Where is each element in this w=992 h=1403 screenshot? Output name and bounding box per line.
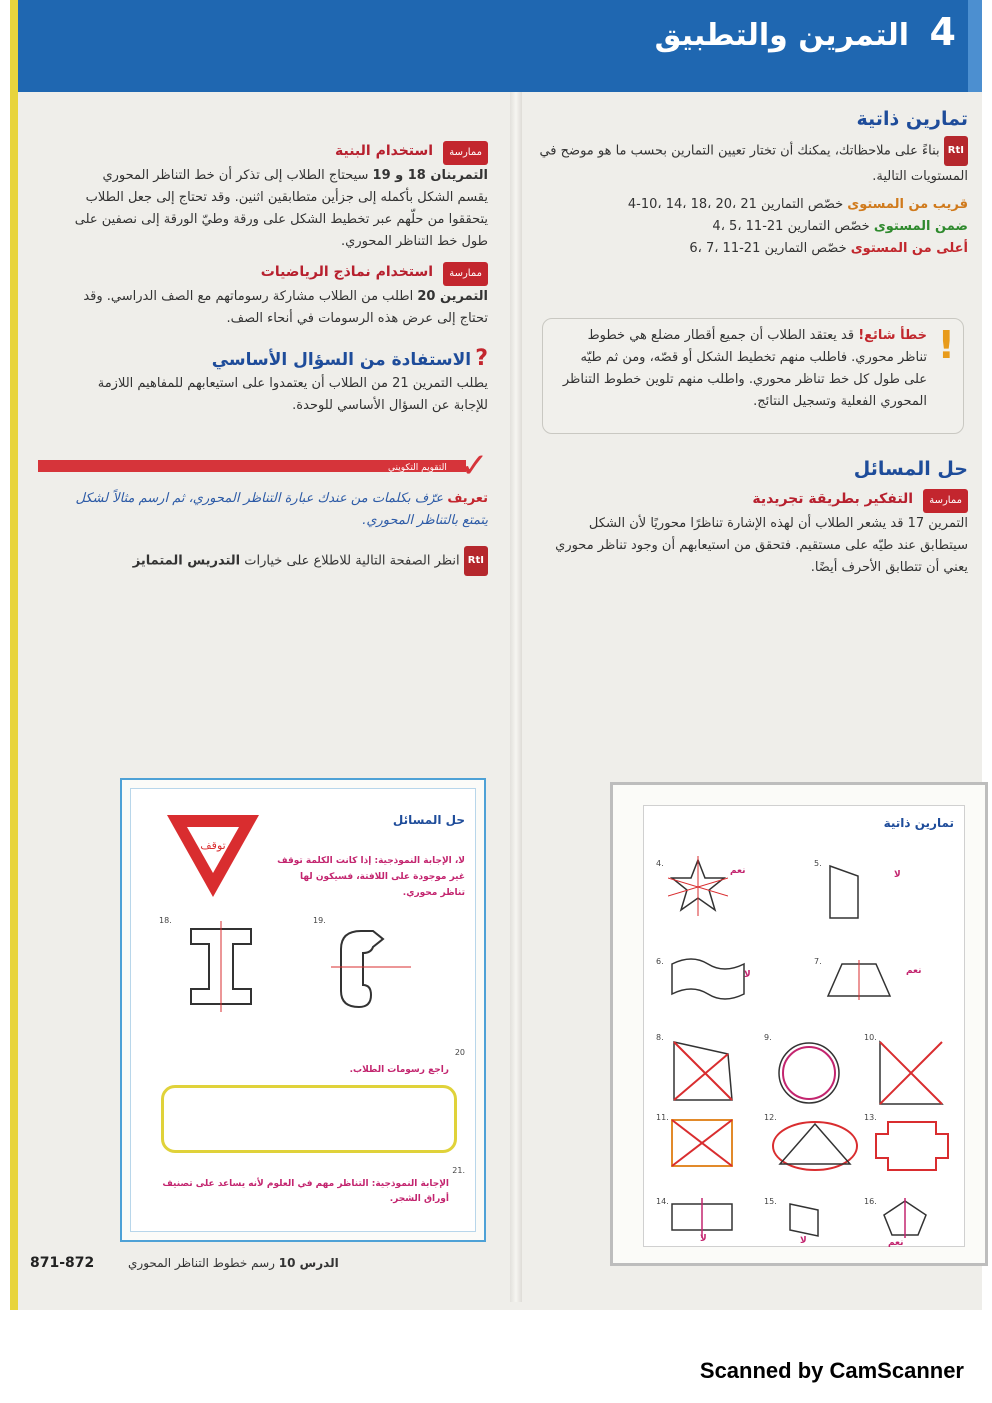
letter-i-figure [181,919,261,1014]
letter-c-figure [331,919,411,1014]
rti-badge: RtI [944,136,968,166]
worksheet-inner [130,788,476,1232]
cross-shape-figure [872,1118,952,1174]
rectangle-crossed-figure [668,1116,738,1172]
item-answer: نعم [906,966,922,976]
differentiated-label: التدريس المتمايز [132,553,241,569]
item-number: 6. [656,957,664,966]
problem-solving-text: التمرين 17 قد يشعر الطلاب أن لهذه الإشارة تناظرًا محوريًا لأن الشكل سيتطابق عند طيّه على مستقيم. فتحقق من استيعابهم أن وجود تناظر محوري يعني أن تتطابق الأحرف أيضًا. [555,516,968,575]
parallelogram-figure [784,1200,824,1240]
models-exercise: التمرين 20 [417,289,488,304]
practice-tag: ممارسة [923,489,968,513]
question-icon: ? [475,346,488,371]
exclamation-icon: ! [937,323,955,367]
footer-pages [30,1255,94,1271]
item-number: 13. [864,1113,877,1122]
common-error-box [542,318,964,434]
ellipse-triangle-figure [770,1118,860,1174]
problem-solving-heading: حل المسائل [853,458,968,480]
rectangle-figure [668,1198,738,1238]
pentagon-figure [880,1198,930,1238]
item-answer: لا [800,1236,807,1246]
section-title-text: التمرين والتطبيق [654,18,910,53]
practice-tag: ممارسة [443,262,488,286]
q21-number: 21. [452,1166,465,1175]
level-item [538,216,968,238]
define-text: عرّف بكلمات من عندك عبارة التناظر المحوري، ثم ارسم مثالاً لشكل يتمتع بالتناظر المحوري. [75,491,488,528]
common-error-content [557,325,927,413]
level-label: أعلى من المستوى [850,241,968,256]
worksheet-heading: تمارين ذاتية [883,816,954,830]
octagon-figure [774,1038,844,1108]
abstract-thinking-heading: التفكير بطريقة تجريدية [752,491,914,507]
scanner-watermark: Scanned by CamScanner [699,1358,964,1383]
item-number: 11. [656,1113,669,1122]
page-numbers: 871-872 [30,1255,95,1271]
quadrilateral-figure [824,862,864,922]
item-number: 15. [764,1197,777,1206]
lesson-title: رسم خطوط التناظر المحوري [128,1256,275,1270]
item-number: 5. [814,859,822,868]
formative-section [68,488,488,576]
level-item [538,238,968,260]
item-number: 16. [864,1197,877,1206]
models-heading: استخدام نماذج الرياضيات [260,264,434,280]
formative-label: التقويم التكويني [388,463,447,473]
q21-answer: الإجابة النموذجية: التناظر مهم في العلوم لأنه يساعد على تصنيف أوراق الشجر. [162,1179,449,1204]
q19-number: 19. [313,916,326,925]
q20-number: 20 [454,1048,465,1057]
header-notch [968,0,982,92]
worksheet-problem-solving [120,778,486,1242]
see-next-text: انظر الصفحة التالية للاطلاع على خيارات [244,553,460,569]
practice-tag: ممارسة [443,141,488,165]
footer-lesson [128,1256,339,1270]
crossed-shape-figure [668,1036,738,1106]
self-exercises-intro: بناءً على ملاحظاتك، يمكنك أن تختار تعيين التمارين بحسب ما هو موضح في المستويات التالية. [539,143,968,184]
rti-badge: RtI [464,546,488,576]
item-number: 10. [864,1033,877,1042]
item-answer: نعم [730,866,746,876]
problem-solving-section [538,458,968,579]
level-label: ضمن المستوى [873,219,968,234]
level-text: خصّص التمارين 21-11 ،7 ،6 [689,241,847,256]
item-number: 14. [656,1197,669,1206]
structure-text: سيحتاج الطلاب إلى تذكر أن خط التناظر المحوري يقسم الشكل بأكمله إلى جزأين متطابقين اثنين. وقد تحتاج إلى جعل الطلاب يتحققوا من حلّهم عبر تخطيط الشكل على ورقة وطيّ الورقة إلى نصفين على طول خط التناظر المحوري. [74,168,488,249]
q17-answer: لا، الإجابة النموذجية: إذا كانت الكلمة توقف غير موجودة على اللافتة، فسيكون لها تناظر محوري. [277,856,465,898]
item-answer: لا [744,970,751,980]
trapezoid-figure [824,960,894,1000]
item-answer: نعم [888,1238,904,1248]
structure-exercises: التمرينان 18 و 19 [372,168,488,183]
define-label: تعريف [447,491,488,506]
q18-number: 18. [159,916,172,925]
lesson-number: الدرس 10 [278,1256,339,1270]
section-title [655,10,956,54]
star-figure [668,856,728,916]
item-answer: لا [894,870,901,880]
item-number: 7. [814,957,822,966]
worksheet-self-exercises [610,782,988,1266]
self-exercises-heading: تمارين ذاتية [856,108,968,130]
section-number: 4 [929,10,956,54]
level-text: خصّص التمارين 21 ،20 ،18 ،14 ،10-4 [627,197,844,212]
level-item [538,194,968,216]
essential-question-text: يطلب التمرين 21 من الطلاب أن يعتمدوا على استيعابهم للمفاهيم اللازمة للإجابة عن السؤال الأساسي للوحدة. [97,376,488,413]
essential-question-heading: الاستفادة من السؤال الأساسي [211,350,472,370]
left-column [68,140,488,417]
item-number: 12. [764,1113,777,1122]
page-fold [510,92,522,1302]
triangle-crossed-figure [876,1038,946,1108]
yield-sign [163,811,263,901]
common-error-text: قد يعتقد الطلاب أن جميع أقطار مضلع هي خطوط تناظر محوري. فاطلب منهم تخطيط الشكل أو قصّه، ومن ثم طيّه على طول كل خط تناظر محوري. واطلب منهم تلوين خطوط التناظر المحوري الفعلية وتسجيل النتائج. [562,328,927,409]
drawing-box [161,1085,457,1153]
models-text: اطلب من الطلاب مشاركة رسوماتهم مع الصف الدراسي. وقد تحتاج إلى عرض هذه الرسومات في أنحاء الصف. [83,289,488,326]
q20-answer: راجع رسومات الطلاب. [349,1065,449,1075]
item-number: 8. [656,1033,664,1042]
worksheet-heading: حل المسائل [392,813,465,827]
item-number: 4. [656,859,664,868]
textbook-page [10,0,982,1310]
checkmark-icon: ✓ [460,446,489,486]
structure-heading: استخدام البنية [335,143,434,159]
item-answer: لا [700,1234,707,1244]
level-label: قريب من المستوى [847,197,968,212]
yield-text: توقف [200,839,226,852]
right-column [538,108,968,260]
edge-strip [10,0,18,1310]
level-text: خصّص التمارين 21-11 ،5 ،4 [712,219,870,234]
wave-figure [668,954,748,1004]
item-number: 9. [764,1033,772,1042]
worksheet-inner [643,805,965,1247]
common-error-label: خطأ شائع! [858,328,927,343]
